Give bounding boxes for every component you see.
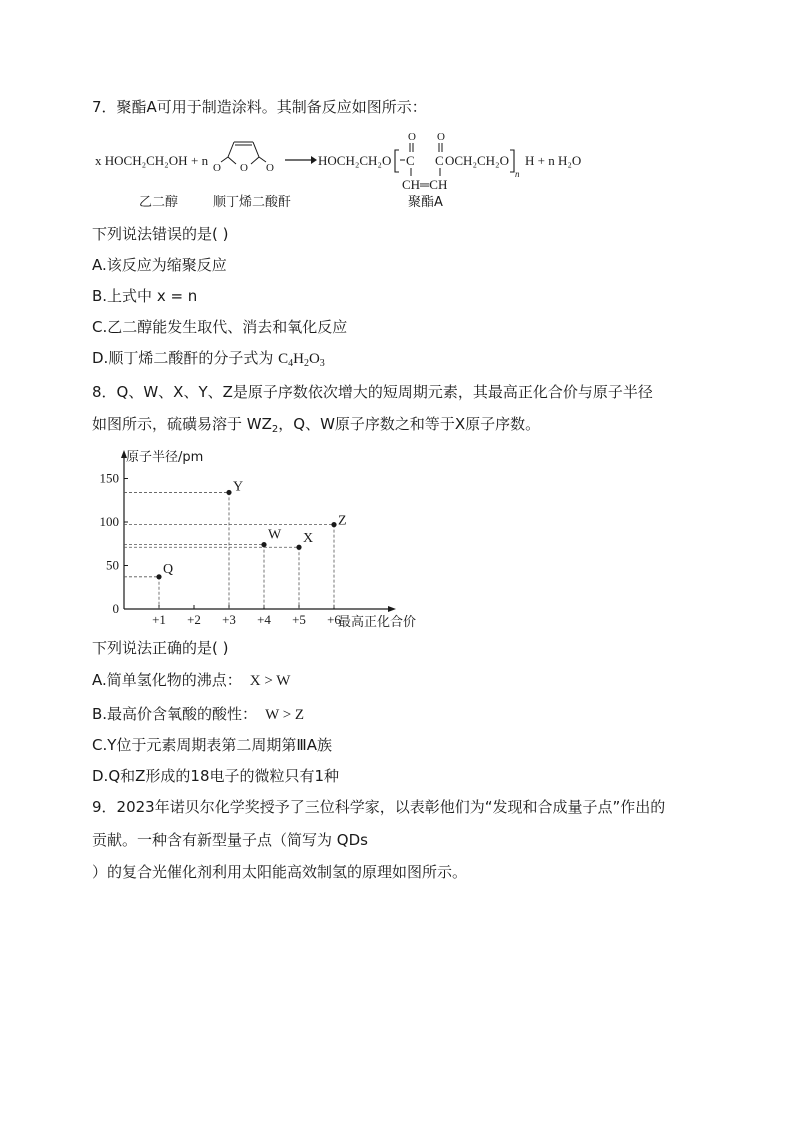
point-w xyxy=(261,542,266,547)
point-label-y: Y xyxy=(233,479,244,495)
ch-double-ch: CH═CH xyxy=(402,177,448,192)
plus-n: + n xyxy=(191,153,209,168)
y-tick-label: 50 xyxy=(106,557,119,573)
q7-reaction-scheme xyxy=(95,124,615,214)
right-bracket xyxy=(510,150,514,172)
q9-line1: 9．2023年诺贝尔化学奖授予了三位科学家，以表彰他们为“发现和合成量子点”作出的 xyxy=(92,798,666,816)
x-tick-label: +3 xyxy=(222,612,236,627)
maleic-anhydride-structure xyxy=(213,142,274,174)
product-tail: H + n H₂O xyxy=(525,153,582,168)
y-axis-label: 原子半径/pm xyxy=(126,450,204,465)
q9-line3: ）的复合光催化剂利用太阳能高效制氢的原理如图所示。 xyxy=(92,863,468,881)
carbonyl-oxygen-2: O xyxy=(437,131,445,143)
q7-option-a[interactable]: A.该反应为缩聚反应 xyxy=(92,256,227,274)
x-axis-label: 最高正化合价 xyxy=(338,615,417,630)
x-axis-arrow-icon xyxy=(388,606,396,612)
carbon-1: C xyxy=(406,153,415,168)
carbonyl-oxygen-1: O xyxy=(408,131,416,143)
x-tick-label: +6 xyxy=(327,612,341,627)
ring-oxygen-left: O xyxy=(213,162,221,174)
point-label-x: X xyxy=(303,531,314,547)
label-polyester: 聚酯A xyxy=(408,195,443,210)
q8-option-a[interactable]: A.简单氢化物的沸点： X > W xyxy=(92,671,291,689)
point-label-w: W xyxy=(268,527,282,543)
q8-option-b[interactable]: B.最高价含氧酸的酸性： W > Z xyxy=(92,705,305,723)
point-z xyxy=(331,522,336,527)
reaction-arrow-icon xyxy=(285,156,317,164)
point-y xyxy=(226,490,231,495)
x-tick-label: +2 xyxy=(187,612,201,627)
point-x xyxy=(296,545,301,550)
carbon-2: C xyxy=(435,153,444,168)
subscript-n: n xyxy=(515,169,520,179)
q7-stem: 7．聚酯A可用于制造涂料。其制备反应如图所示： xyxy=(92,98,427,116)
ring-oxygen-right: O xyxy=(266,162,274,174)
x-tick-label: +1 xyxy=(152,612,166,627)
reactant-ethylene-glycol: x HOCH₂CH₂OH xyxy=(95,153,188,168)
q7-option-d[interactable] xyxy=(92,348,325,374)
x-tick-label: +5 xyxy=(292,612,306,627)
q8-option-c[interactable]: C.Y位于元素周期表第二周期第ⅢA族 xyxy=(92,736,333,754)
q8-question: 下列说法正确的是( ) xyxy=(92,639,229,657)
q8-option-d[interactable]: D.Q和Z形成的18电子的微粒只有1种 xyxy=(92,767,340,785)
y-tick-label: 100 xyxy=(99,514,119,529)
q7-option-d-formula: $C_4H_2O_3$ xyxy=(278,351,325,369)
q7-question: 下列说法错误的是( ) xyxy=(92,225,229,243)
q8-stem-line2: 如图所示，硫磺易溶于 $WZ_2$，Q、W原子序数之和等于X原子序数。 xyxy=(92,415,541,435)
q7-option-c[interactable]: C.乙二醇能发生取代、消去和氧化反应 xyxy=(92,318,348,336)
y-tick-label: 150 xyxy=(99,470,119,486)
point-label-z: Z xyxy=(338,513,347,529)
y-tick-label: 0 xyxy=(112,601,119,616)
q7-option-b[interactable]: B.上式中 x = n xyxy=(92,287,198,305)
left-bracket xyxy=(395,150,399,172)
label-glycol: 乙二醇 xyxy=(139,195,179,210)
atomic-radius-chart xyxy=(90,446,450,632)
x-tick-label: +4 xyxy=(257,612,271,627)
label-anhydride: 顺丁烯二酸酐 xyxy=(213,195,292,210)
q8-stem-line1: 8．Q、W、X、Y、Z是原子序数依次增大的短周期元素，其最高正化合价与原子半径 xyxy=(92,383,653,401)
point-q xyxy=(156,574,161,579)
ring-oxygen-mid: O xyxy=(240,162,248,174)
point-label-q: Q xyxy=(163,561,174,577)
q7-option-d-text: D.顺丁烯二酸酐的分子式为 xyxy=(92,349,279,367)
product-start: HOCH₂CH₂O xyxy=(318,153,392,168)
ester-part: OCH₂CH₂O xyxy=(445,153,509,168)
q9-line2: 贡献。一种含有新型量子点（简写为 QDs xyxy=(92,831,368,849)
